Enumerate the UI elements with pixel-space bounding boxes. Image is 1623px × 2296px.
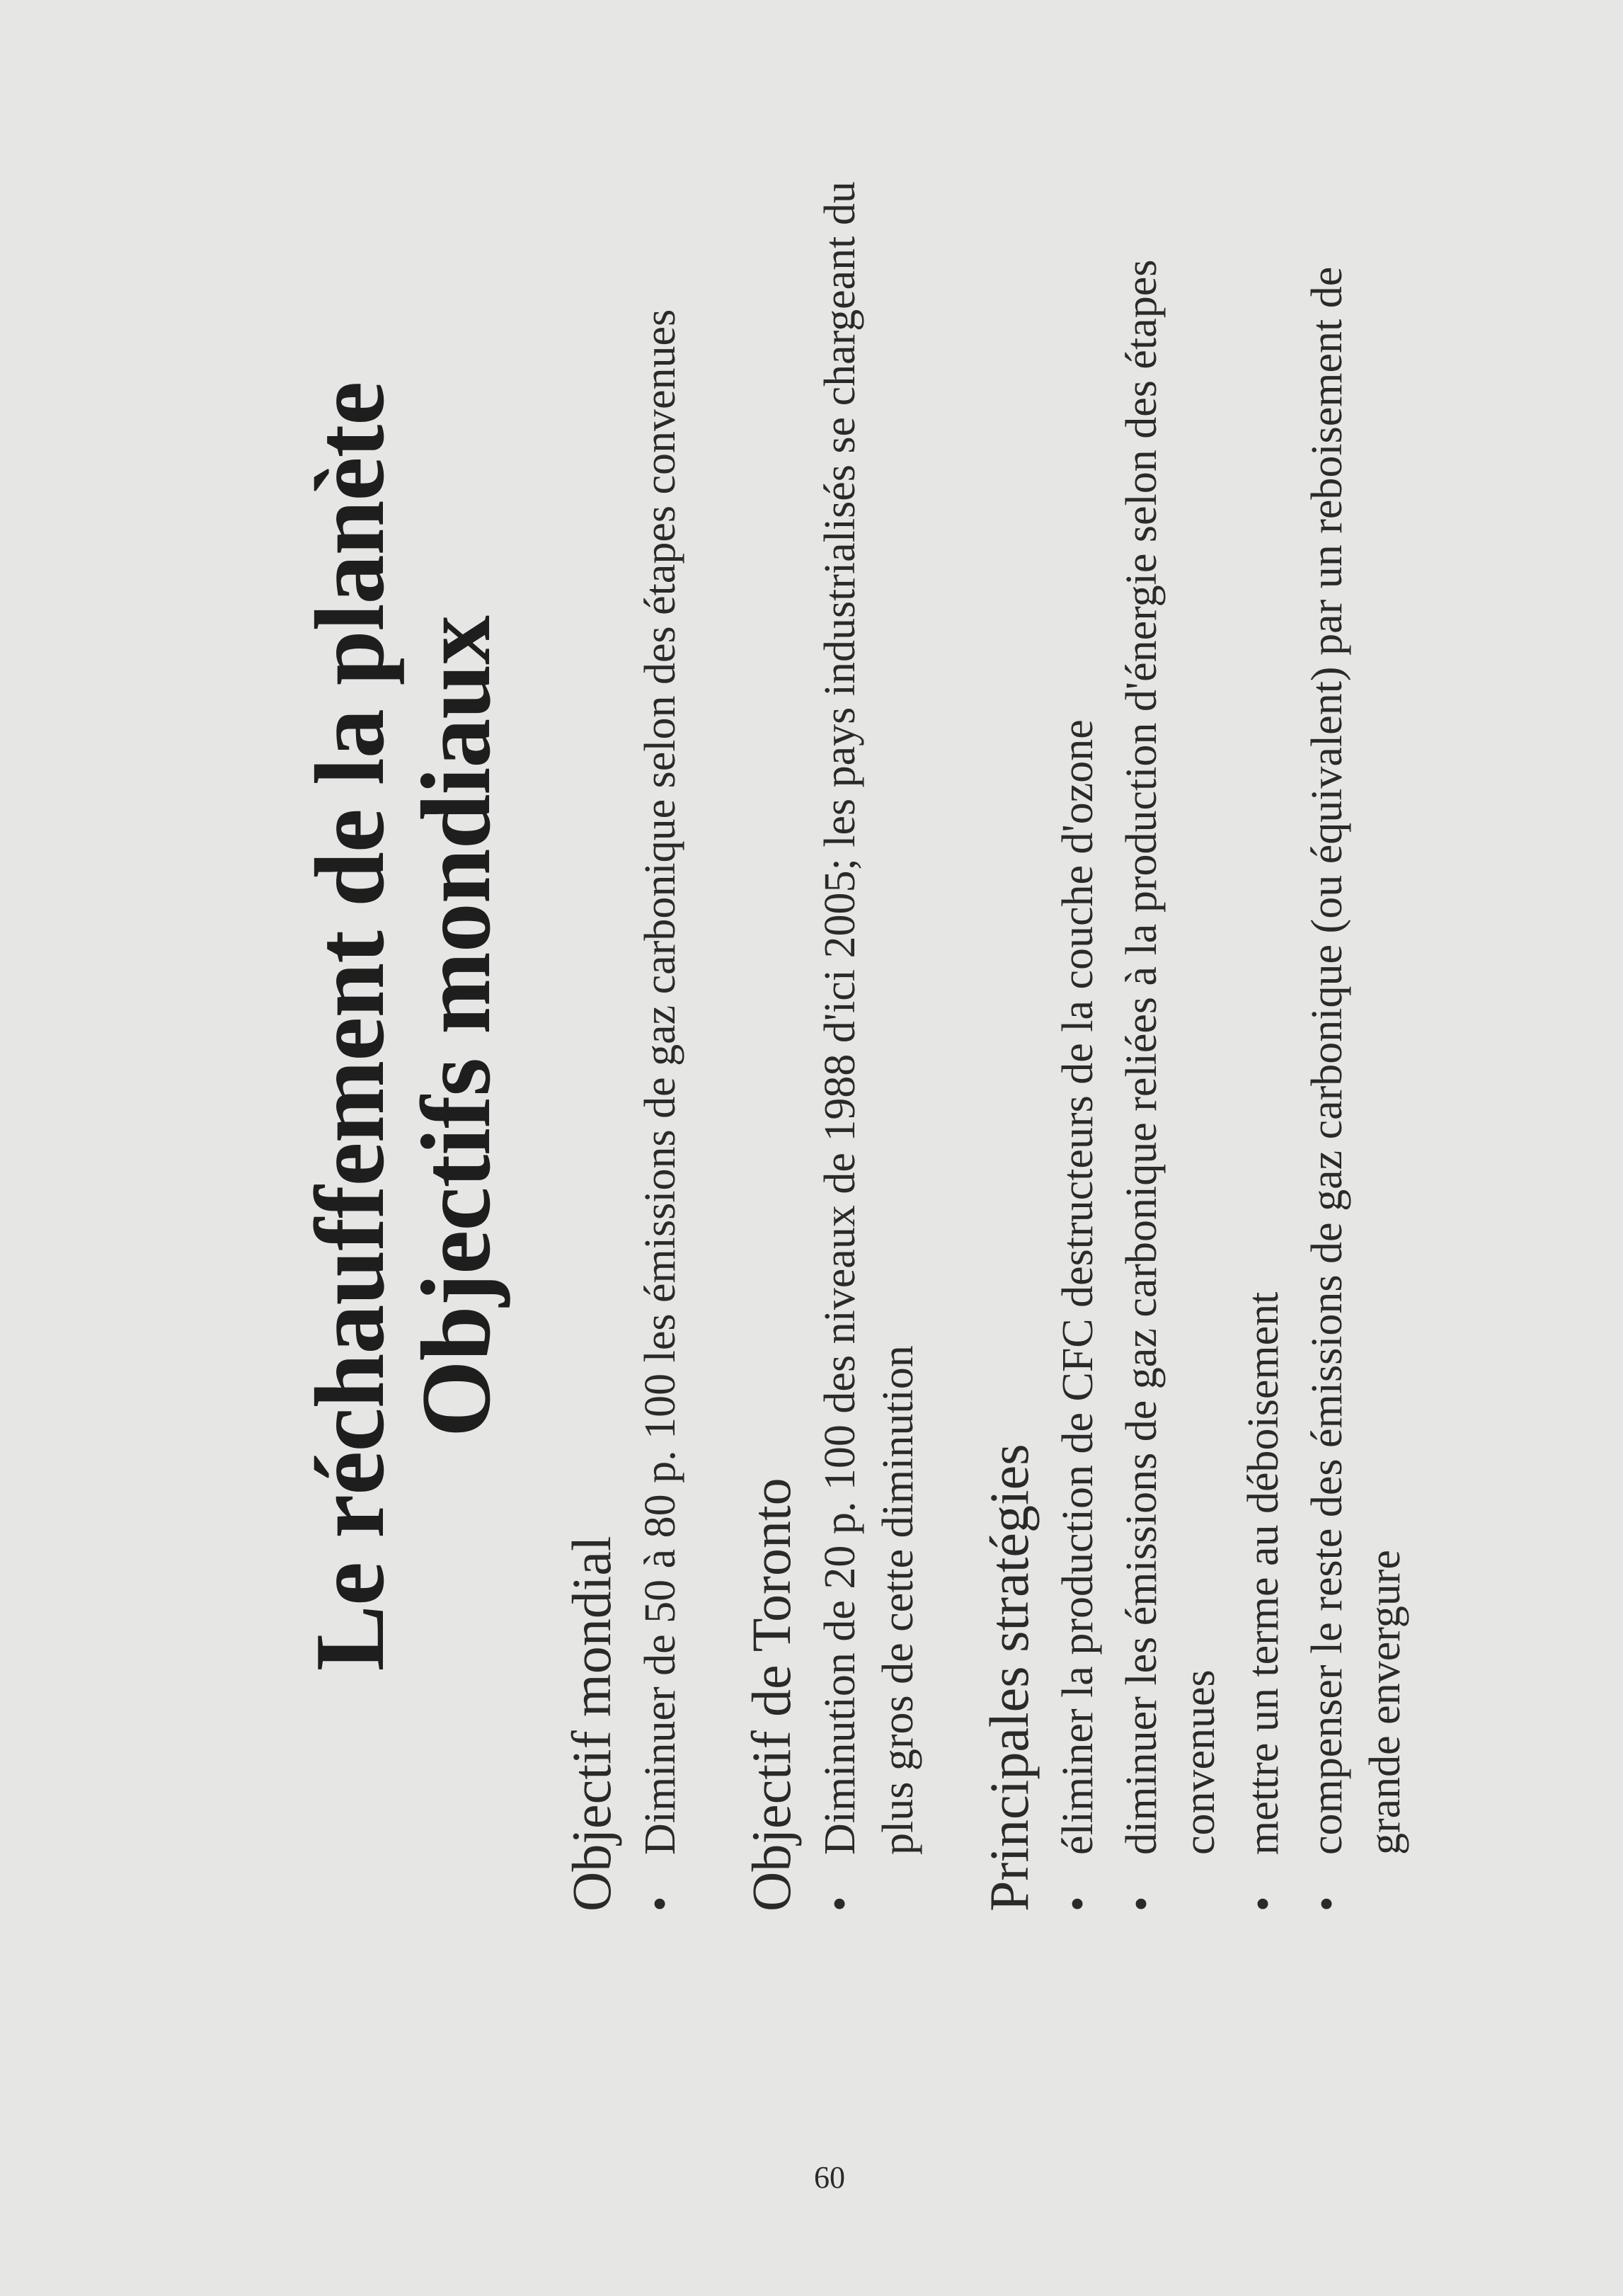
bullet-item: [1113, 142, 1229, 1912]
bullet-item: [1234, 142, 1292, 1912]
bullet-text: diminuer les émissions de gaz carbonique reliées à la production d'énergie selon des étapes convenues: [1118, 259, 1224, 1855]
bullet-icon: •: [636, 1896, 684, 1912]
slide-title-line-2: Objectifs mondiaux: [401, 615, 511, 1438]
section-heading: Principales stratégies: [978, 1444, 1040, 1912]
bullet-item: [1298, 142, 1414, 1912]
section-global: [559, 142, 689, 1912]
bullet-icon: •: [1118, 1896, 1166, 1912]
bullet-icon: •: [1239, 1896, 1287, 1912]
section-heading: Objectif de Toronto: [740, 1478, 802, 1912]
bullet-text: mettre un terme au déboisement: [1239, 1291, 1287, 1855]
bullet-item: [631, 142, 689, 1912]
slide-title: [297, 142, 510, 1912]
bullet-text: compenser le reste des émissions de gaz carbonique (ou équivalent) par un reboisement de grande envergure: [1303, 266, 1409, 1855]
bullet-text: Diminuer de 50 à 80 p. 100 les émissions de gaz carbonique selon des étapes convenues: [636, 309, 684, 1855]
slide-title-line-1: Le réchauffement de la planète: [295, 382, 405, 1672]
bullet-text: éliminer la production de CFC destructeurs de la couche d'ozone: [1054, 719, 1102, 1855]
bullet-icon: •: [1303, 1896, 1351, 1912]
bullet-icon: •: [1054, 1896, 1102, 1912]
section-strategies: [977, 142, 1414, 1912]
section-heading: Objectif mondial: [561, 1536, 622, 1912]
bullet-icon: •: [816, 1896, 864, 1912]
page-number: 60: [814, 2160, 845, 2195]
section-toronto: [739, 142, 927, 1912]
bullet-item: [811, 142, 927, 1912]
bullet-item: [1049, 142, 1107, 1912]
bullet-text: Diminution de 20 p. 100 des niveaux de 1988 d'ici 2005; les pays industrialisés se chargeant du plus gros de cette diminution: [816, 181, 922, 1855]
rotated-slide: [297, 142, 1501, 1912]
